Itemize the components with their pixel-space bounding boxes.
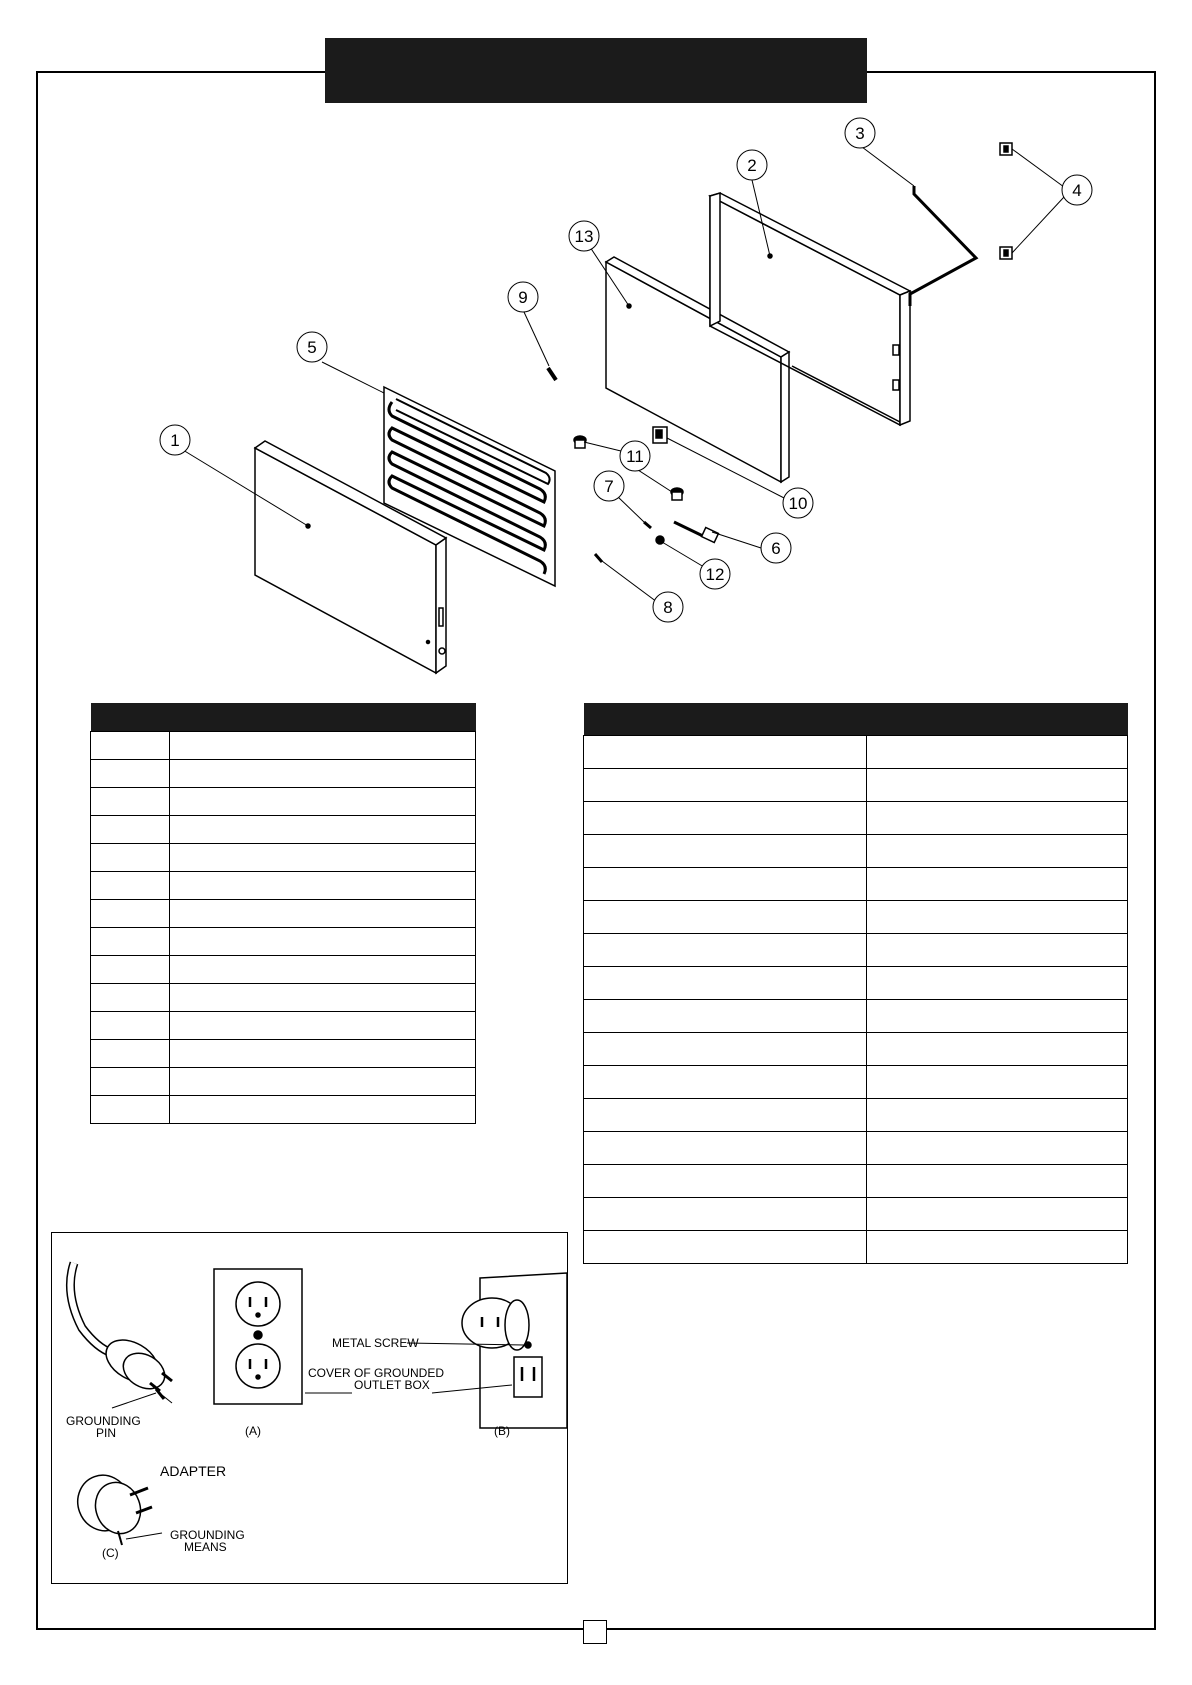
spec-row-value — [867, 1198, 1128, 1231]
label-a: (A) — [245, 1424, 261, 1438]
power-cord-part — [674, 522, 718, 542]
parts-table-row — [91, 928, 476, 956]
switch-box-part — [653, 427, 667, 443]
spec-row-name — [584, 769, 867, 802]
spec-row-name — [584, 736, 867, 769]
page-number — [583, 1620, 607, 1644]
spec-row-value — [867, 1099, 1128, 1132]
parts-table-row — [91, 844, 476, 872]
spec-table-row — [584, 1198, 1128, 1231]
adapter-c-icon — [70, 1468, 162, 1545]
callout-12-label: 12 — [705, 565, 725, 584]
spec-row-value — [867, 736, 1128, 769]
parts-list-table — [90, 703, 476, 1124]
spec-table-row — [584, 1231, 1128, 1264]
parts-row-no — [91, 760, 170, 788]
hinge-parts — [1000, 143, 1012, 259]
parts-table-row — [91, 1068, 476, 1096]
spec-row-value — [867, 1132, 1128, 1165]
callout-6-label: 6 — [771, 539, 781, 558]
parts-table-row — [91, 788, 476, 816]
spec-row-name — [584, 1099, 867, 1132]
spec-row-name — [584, 967, 867, 1000]
parts-row-no — [91, 1040, 170, 1068]
parts-table-row — [91, 760, 476, 788]
exploded-view-diagram — [0, 0, 1192, 700]
callout-7-label: 7 — [604, 477, 614, 496]
parts-row-no — [91, 732, 170, 760]
parts-header-no — [91, 703, 170, 732]
spec-table-row — [584, 1066, 1128, 1099]
parts-row-description — [170, 788, 476, 816]
label-c: (C) — [102, 1546, 119, 1560]
screw-part — [548, 368, 556, 380]
spec-table-row — [584, 835, 1128, 868]
spec-row-value — [867, 1033, 1128, 1066]
spec-row-name — [584, 1033, 867, 1066]
parts-table-row — [91, 900, 476, 928]
spec-header-value — [867, 703, 1128, 736]
cover-label-2: OUTLET BOX — [354, 1378, 430, 1392]
grounded-plug-icon — [70, 1263, 172, 1408]
spec-row-value — [867, 1231, 1128, 1264]
small-screw-part — [644, 522, 651, 528]
parts-row-description — [170, 816, 476, 844]
parts-table-row — [91, 956, 476, 984]
outlet-b-icon — [462, 1273, 567, 1428]
spec-table-row — [584, 967, 1128, 1000]
parts-table-row — [91, 816, 476, 844]
grounding-means-label-2: MEANS — [184, 1540, 227, 1554]
parts-row-no — [91, 844, 170, 872]
parts-row-description — [170, 956, 476, 984]
spec-row-name — [584, 901, 867, 934]
parts-row-no — [91, 788, 170, 816]
spec-table-row — [584, 1033, 1128, 1066]
parts-row-description — [170, 1096, 476, 1124]
parts-table-row — [91, 1096, 476, 1124]
spec-row-value — [867, 1066, 1128, 1099]
callout-9-label: 9 — [518, 288, 528, 307]
spec-row-value — [867, 868, 1128, 901]
parts-row-description — [170, 1068, 476, 1096]
spec-row-name — [584, 835, 867, 868]
spec-table-row — [584, 736, 1128, 769]
parts-table-row — [91, 872, 476, 900]
grounding-means-label-1: GROUNDING — [170, 1528, 245, 1542]
parts-table-row — [91, 1012, 476, 1040]
callout-4-label: 4 — [1072, 181, 1082, 200]
spec-table — [583, 703, 1128, 1264]
spec-table-row — [584, 1132, 1128, 1165]
parts-row-description — [170, 1040, 476, 1068]
parts-table-row — [91, 1040, 476, 1068]
callout-1-label: 1 — [170, 431, 180, 450]
spec-header-name — [584, 703, 867, 736]
parts-row-description — [170, 844, 476, 872]
parts-row-description — [170, 872, 476, 900]
parts-row-description — [170, 1012, 476, 1040]
grounding-illustration — [51, 1232, 568, 1584]
spec-row-value — [867, 769, 1128, 802]
spec-row-name — [584, 868, 867, 901]
parts-row-description — [170, 928, 476, 956]
spec-row-name — [584, 1000, 867, 1033]
spec-row-name — [584, 1066, 867, 1099]
callout-13-label: 13 — [574, 227, 594, 246]
outlet-a-icon — [214, 1269, 302, 1404]
callout-2-label: 2 — [747, 156, 757, 175]
grounding-pin-label-1: GROUNDING — [66, 1414, 141, 1428]
callout-10-label: 10 — [788, 494, 808, 513]
parts-row-no — [91, 1012, 170, 1040]
parts-table-header — [91, 703, 476, 732]
parts-row-description — [170, 984, 476, 1012]
spec-row-value — [867, 901, 1128, 934]
cover-label-1: COVER OF GROUNDED — [308, 1366, 445, 1380]
spec-row-value — [867, 802, 1128, 835]
spec-row-name — [584, 934, 867, 967]
spec-row-name — [584, 1198, 867, 1231]
spec-row-name — [584, 802, 867, 835]
spec-row-name — [584, 1165, 867, 1198]
parts-row-description — [170, 900, 476, 928]
callout-8-label: 8 — [663, 598, 673, 617]
spec-table-row — [584, 1000, 1128, 1033]
spec-row-value — [867, 934, 1128, 967]
adapter-label: ADAPTER — [160, 1463, 227, 1479]
parts-row-description — [170, 732, 476, 760]
spec-table-row — [584, 934, 1128, 967]
spec-row-name — [584, 1132, 867, 1165]
spec-row-name — [584, 1231, 867, 1264]
parts-row-no — [91, 928, 170, 956]
parts-row-no — [91, 1096, 170, 1124]
parts-row-no — [91, 900, 170, 928]
grounding-pin-label-2: PIN — [96, 1426, 117, 1440]
metal-screw-label: METAL SCREW — [332, 1336, 419, 1350]
spec-table-row — [584, 1099, 1128, 1132]
spec-table-row — [584, 769, 1128, 802]
spec-row-value — [867, 1000, 1128, 1033]
callout-11-label: 11 — [626, 447, 644, 466]
callout-5-label: 5 — [307, 338, 317, 357]
spec-table-row — [584, 1165, 1128, 1198]
parts-row-description — [170, 760, 476, 788]
spec-table-header — [584, 703, 1128, 736]
spec-table-row — [584, 802, 1128, 835]
parts-header-description — [170, 703, 476, 732]
parts-row-no — [91, 984, 170, 1012]
spec-row-value — [867, 835, 1128, 868]
parts-row-no — [91, 816, 170, 844]
wire-rod-part — [910, 186, 976, 306]
spec-row-value — [867, 1165, 1128, 1198]
callout-3-label: 3 — [855, 124, 865, 143]
label-b: (B) — [494, 1424, 510, 1438]
spec-table-row — [584, 868, 1128, 901]
parts-table-row — [91, 984, 476, 1012]
parts-row-no — [91, 956, 170, 984]
parts-row-no — [91, 1068, 170, 1096]
parts-row-no — [91, 872, 170, 900]
spec-table-row — [584, 901, 1128, 934]
parts-table-row — [91, 732, 476, 760]
spec-row-value — [867, 967, 1128, 1000]
